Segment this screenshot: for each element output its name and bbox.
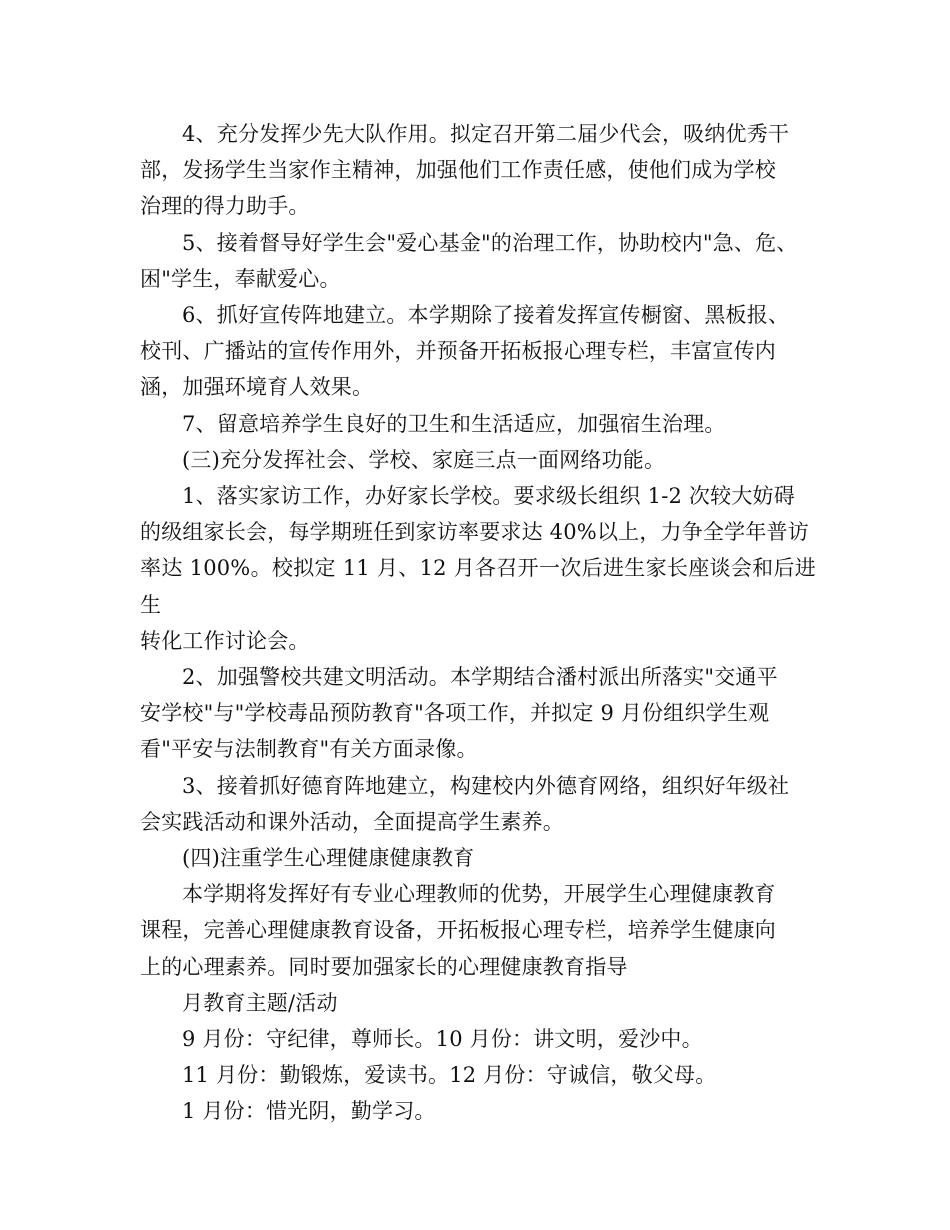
text-line: 3、接着抓好德育阵地建立，构建校内外德育网络，组织好年级社 xyxy=(182,773,790,798)
paragraph-p7 xyxy=(140,659,816,768)
schedule-heading xyxy=(140,985,816,1021)
text-line: 课程，完善心理健康教育设备，开拓板报心理专栏，培养学生健康向 xyxy=(140,918,776,943)
text-line: 治理的得力助手。 xyxy=(140,194,310,219)
text-line: 月教育主题/活动 xyxy=(182,990,338,1015)
text-line: 本学期将发挥好有专业心理教师的优势，开展学生心理健康教育 xyxy=(182,882,776,907)
text-line: 4、充分发挥少先大队作用。拟定召开第二届少代会，吸纳优秀干 xyxy=(182,122,790,146)
text-line: 9 月份：守纪律，尊师长。10 月份：讲文明，爱沙中。 xyxy=(182,1027,703,1052)
text-line: 2、加强警校共建文明活动。本学期结合潘村派出所落实"交通平 xyxy=(182,665,778,690)
paragraph-p4 xyxy=(140,406,816,442)
text-line: 转化工作讨论会。 xyxy=(140,628,310,653)
paragraph-p2 xyxy=(140,225,816,297)
text-line: 的级组家长会，每学期班任到家访率要求达 40%以上，力争全学年普访 xyxy=(140,520,809,545)
text-line: (三)充分发挥社会、学校、家庭三点一面网络功能。 xyxy=(182,447,666,472)
paragraph-p10 xyxy=(140,876,816,985)
text-line: 困"学生，奉献爱心。 xyxy=(140,266,341,291)
text-line: 5、接着督导好学生会"爱心基金"的治理工作，协助校内"急、危、 xyxy=(182,230,798,255)
text-line: 11 月份：勤锻炼，爱读书。12 月份：守诚信，敬父母。 xyxy=(182,1063,717,1088)
text-line: 6、抓好宣传阵地建立。本学期除了接着发挥宣传橱窗、黑板报、 xyxy=(182,303,790,328)
schedule-item xyxy=(140,1057,816,1093)
text-line: 校刊、广播站的宣传作用外，并预备开拓板报心理专栏，丰富宣传内 xyxy=(140,339,776,364)
paragraph-p3 xyxy=(140,297,816,406)
section-heading-3 xyxy=(140,442,816,478)
text-line: 1 月份：惜光阴，勤学习。 xyxy=(182,1099,436,1124)
schedule-item xyxy=(140,1093,816,1129)
text-line: 看"平安与法制教育"有关方面录像。 xyxy=(140,737,478,762)
text-line: (四)注重学生心理健康健康教育 xyxy=(182,846,475,871)
text-line: 安学校"与"学校毒品预防教育"各项工作，并拟定 9 月份组织学生观 xyxy=(140,701,770,726)
text-line: 7、留意培养学生良好的卫生和生活适应，加强宿生治理。 xyxy=(182,411,726,436)
document-page xyxy=(140,116,816,1130)
paragraph-p1 xyxy=(140,116,816,225)
text-line: 涵，加强环境育人效果。 xyxy=(140,375,374,400)
schedule-item xyxy=(140,1021,816,1057)
text-line: 1、落实家访工作，办好家长学校。要求级长组织 1-2 次较大妨碍 xyxy=(182,484,795,509)
text-line: 会实践活动和课外活动，全面提高学生素养。 xyxy=(140,809,564,834)
paragraph-p8 xyxy=(140,768,816,840)
text-line: 率达 100%。校拟定 11 月、12 月各召开一次后进生家长座谈会和后进生 xyxy=(140,556,816,617)
text-line: 上的心理素养。同时要加强家长的心理健康教育指导 xyxy=(140,954,628,979)
text-line: 部，发扬学生当家作主精神，加强他们工作责任感，使他们成为学校 xyxy=(140,158,776,183)
paragraph-p6 xyxy=(140,478,816,659)
section-heading-4 xyxy=(140,840,816,876)
